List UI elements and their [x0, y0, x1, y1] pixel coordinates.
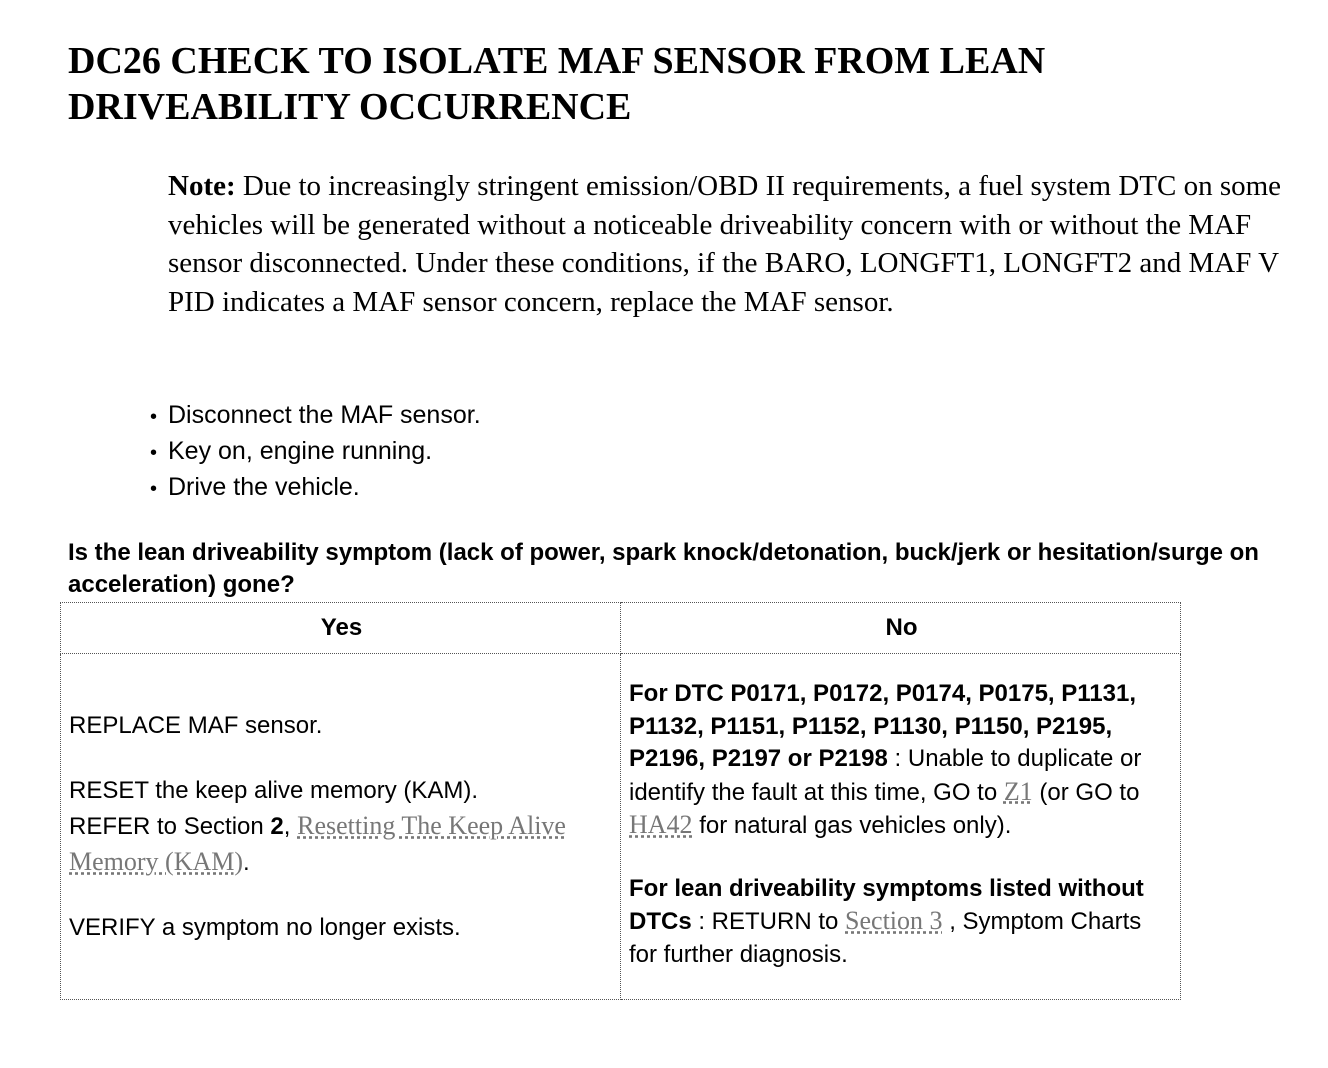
- refer-instruction: [69, 808, 614, 880]
- lean-condition: For lean driveability symptoms listed without DTCs: [629, 874, 1144, 935]
- step-text: Drive the vehicle.: [168, 473, 360, 501]
- table-row: [61, 654, 1181, 1000]
- no-cell: [621, 654, 1181, 1000]
- refer-prefix: REFER to Section: [69, 813, 271, 840]
- reset-instruction: RESET the keep alive memory (KAM).: [69, 777, 479, 804]
- page-title: DC26 CHECK TO ISOLATE MAF SENSOR FROM LEAN DRIVEABILITY OCCURRENCE: [68, 40, 1046, 128]
- dtc-text-b: (or GO to: [1032, 778, 1140, 806]
- z1-link[interactable]: Z1: [1003, 776, 1033, 806]
- verify-instruction: VERIFY a symptom no longer exists.: [69, 914, 461, 941]
- step-list: [150, 398, 481, 506]
- section3-link[interactable]: Section 3: [845, 906, 943, 935]
- step-item: [150, 434, 481, 470]
- ha42-link[interactable]: HA42: [629, 810, 693, 839]
- step-text: Disconnect the MAF sensor.: [168, 401, 481, 429]
- yes-header: Yes: [61, 603, 621, 654]
- lean-text-a: : RETURN to: [691, 908, 846, 935]
- replace-instruction: REPLACE MAF sensor.: [69, 712, 323, 739]
- dtc-text-a: : Unable to duplicate or identify the fault at this time, GO to: [629, 745, 1142, 806]
- refer-section-number: 2: [270, 813, 284, 840]
- refer-suffix: .: [243, 849, 250, 876]
- note-label: Note:: [168, 170, 236, 202]
- bullet-icon: •: [150, 478, 158, 500]
- result-table: [60, 602, 1181, 1000]
- note-paragraph: [168, 167, 1288, 321]
- bullet-icon: •: [150, 406, 158, 428]
- yes-cell: [61, 654, 621, 1000]
- table-header-row: [61, 603, 1181, 654]
- bullet-icon: •: [150, 442, 158, 464]
- dtc-text-c: for natural gas vehicles only).: [692, 812, 1012, 839]
- step-text: Key on, engine running.: [168, 437, 433, 465]
- note-text: Due to increasingly stringent emission/OBD II requirements, a fuel system DTC on some vehicles will be generated without a noticeable driveability concern with or without the MAF sensor disconnected. Under these conditions, if the BARO, LONGFT1, LONGFT2 and MAF V PID indicates a MAF sensor concern, replace the MAF sensor.: [168, 170, 1282, 318]
- no-header: No: [621, 603, 1181, 654]
- dtc-list: For DTC P0171, P0172, P0174, P0175, P1131, P1132, P1151, P1152, P1130, P1150, P2195, P2196, P2197 or P2198: [629, 680, 1136, 772]
- refer-comma: ,: [283, 813, 298, 840]
- step-item: [150, 470, 481, 506]
- diagnostic-question: Is the lean driveability symptom (lack of power, spark knock/detonation, buck/jerk or hesitation/surge on acceleration) gone?: [68, 539, 1259, 598]
- lean-instruction: [629, 873, 1174, 972]
- lean-text-b: , Symptom Charts for further diagnosis.: [629, 908, 1142, 968]
- step-item: [150, 398, 481, 434]
- kam-reset-link[interactable]: Resetting The Keep Alive Memory (KAM): [69, 811, 566, 876]
- dtc-instruction: [629, 678, 1174, 843]
